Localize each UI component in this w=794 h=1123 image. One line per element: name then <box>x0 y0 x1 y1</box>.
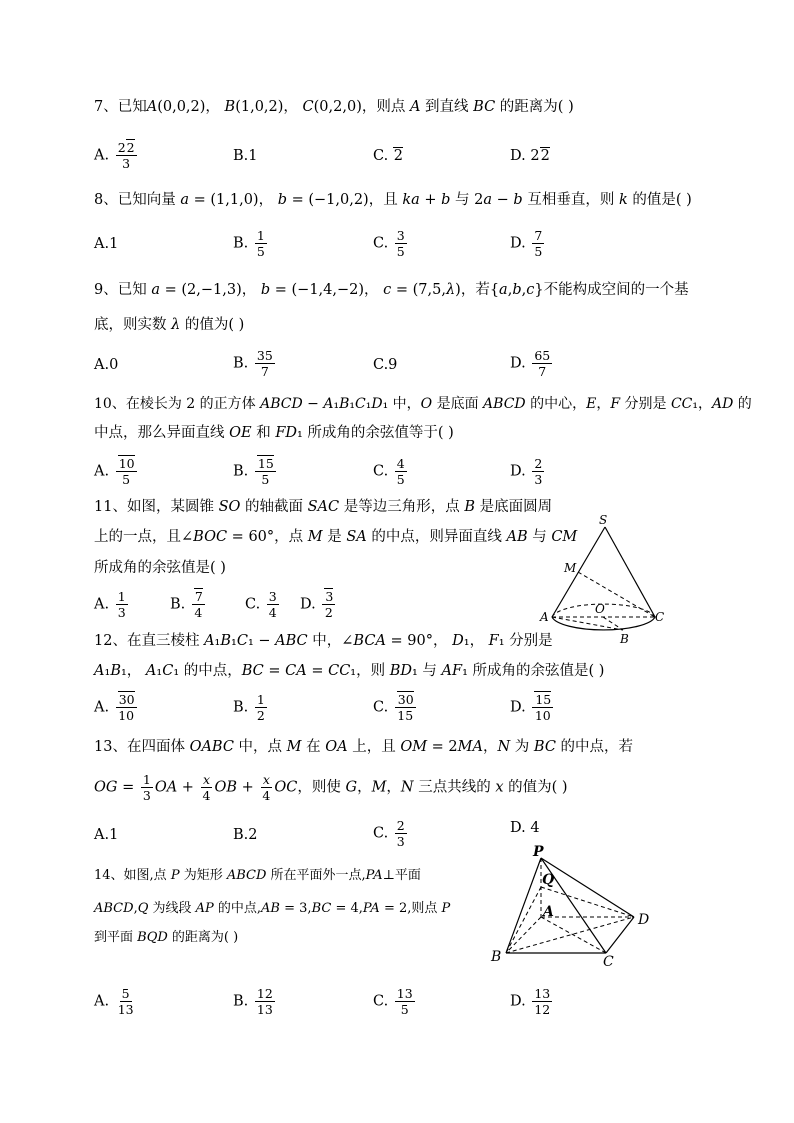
question-12-option-d[interactable]: D. $\frac{15}{10}$ <box>510 692 552 723</box>
pyramid-label-a: A <box>543 904 554 920</box>
pyramid-label-q: Q <box>542 872 555 888</box>
question-10-option-b[interactable]: B. $\frac{15}{5}$ <box>233 456 274 487</box>
question-9-stem: 9、已知 a = (2,−1,3)， b = (−1,4,−2)， c = (7,5,λ)，若{a,b,c}不能构成空间的一个基 <box>94 282 689 298</box>
question-12-option-b[interactable]: B. $\frac{1}{2}$ <box>233 692 265 723</box>
question-11-stem-line2: 上的一点，且∠BOC = 60°，点 M 是 SA 的中点，则异面直线 AB 与 CM <box>94 529 578 545</box>
question-14-option-c[interactable]: C. $\frac{13}{5}$ <box>373 986 413 1017</box>
cone-label-s: S <box>599 513 608 527</box>
question-7-stem: 7、已知A(0,0,2)， B(1,0,2)， C(0,2,0)，则点 A 到直线 BC 的距离为( ) <box>94 99 574 115</box>
question-9-option-b[interactable]: B. $\frac{35}{7}$ <box>233 348 273 379</box>
pyramid-label-c: C <box>603 954 614 970</box>
question-8-option-b[interactable]: B. $\frac{1}{5}$ <box>233 228 265 259</box>
question-11-option-c[interactable]: C. $\frac{3}{4}$ <box>245 589 277 620</box>
question-7-option-b[interactable]: B.1 <box>233 148 258 164</box>
question-14-stem-line2: ABCD,Q 为线段 AP 的中点,AB = 3,BC = 4,PA = 2,则点 P <box>94 901 451 916</box>
question-10-stem: 10、在棱长为 2 的正方体 ABCD − A₁B₁C₁D₁ 中，O 是底面 ABCD 的中心，E，F 分别是 CC₁，AD 的 <box>94 396 752 412</box>
pyramid-label-b: B <box>491 949 502 965</box>
question-13-option-a[interactable]: A.1 <box>94 827 119 843</box>
question-13-option-c[interactable]: C. $\frac{2}{3}$ <box>373 818 405 849</box>
cone-label-m: M <box>564 561 577 575</box>
question-11-option-a[interactable]: A. $\frac{1}{3}$ <box>94 589 126 620</box>
cone-label-a: A <box>540 610 549 624</box>
question-8-option-c[interactable]: C. $\frac{3}{5}$ <box>373 228 405 259</box>
question-9-option-c[interactable]: C.9 <box>373 357 398 373</box>
question-12-stem: 12、在直三棱柱 A₁B₁C₁ − ABC 中，∠BCA = 90°， D₁， F₁ 分别是 <box>94 633 553 649</box>
cone-label-b: B <box>620 632 629 646</box>
question-11-stem: 11、如图，某圆锥 SO 的轴截面 SAC 是等边三角形，点 B 是底面圆周 <box>94 499 553 515</box>
question-13-stem: 13、在四面体 OABC 中，点 M 在 OA 上，且 OM = 2MA，N 为 BC 的中点，若 <box>94 739 634 755</box>
question-11-stem-line3: 所成角的余弦值是( ) <box>94 560 226 576</box>
question-10-option-d[interactable]: D. $\frac{2}{3}$ <box>510 456 543 487</box>
question-7-option-c[interactable]: C. 2 <box>373 148 404 164</box>
question-14-stem-line3: 到平面 BQD 的距离为( ) <box>94 930 239 945</box>
pyramid-figure <box>486 840 661 970</box>
question-7-option-a[interactable]: A. $\frac{22}{3}$ <box>94 140 135 171</box>
question-13-stem-line2: OG = $\frac{1}{3}$ OA + $\frac{x}{4}$ OB + $\frac{x}{4}$ OC，则使 G，M，N 三点共线的 x 的值为( ) <box>94 772 568 803</box>
question-12-stem-line2: A₁B₁， A₁C₁ 的中点，BC = CA = CC₁，则 BD₁ 与 AF₁ 所成角的余弦值是( ) <box>94 663 605 679</box>
question-10-option-c[interactable]: C. $\frac{4}{5}$ <box>373 456 405 487</box>
question-14-option-d[interactable]: D. $\frac{13}{12}$ <box>510 986 551 1017</box>
question-8-option-d[interactable]: D. $\frac{7}{5}$ <box>510 228 543 259</box>
question-13-option-d[interactable]: D. 4 <box>510 820 540 836</box>
pyramid-label-d: D <box>638 912 650 928</box>
question-11-option-d[interactable]: D. $\frac{3}{2}$ <box>300 589 334 620</box>
cone-figure <box>535 512 675 648</box>
question-7-option-d[interactable]: D. 22 <box>510 148 550 164</box>
question-12-option-a[interactable]: A. $\frac{30}{10}$ <box>94 692 135 723</box>
question-9-option-a[interactable]: A.0 <box>94 357 119 373</box>
question-8-stem: 8、已知向量 a = (1,1,0)， b = (−1,0,2)，且 ka + b 与 2a − b 互相垂直，则 k 的值是( ) <box>94 192 692 208</box>
question-10-stem-line2: 中点，那么异面直线 OE 和 FD₁ 所成角的余弦值等于( ) <box>94 425 454 441</box>
cone-label-c: C <box>655 610 665 624</box>
question-8-option-a[interactable]: A.1 <box>94 236 119 252</box>
question-9-stem-line2: 底，则实数 λ 的值为( ) <box>94 317 245 333</box>
question-9-option-d[interactable]: D. $\frac{65}{7}$ <box>510 348 551 379</box>
question-14-option-b[interactable]: B. $\frac{12}{13}$ <box>233 986 273 1017</box>
question-10-option-a[interactable]: A. $\frac{10}{5}$ <box>94 456 135 487</box>
pyramid-label-p: P <box>533 844 544 860</box>
cone-label-o: O <box>595 602 605 616</box>
question-14-option-a[interactable]: A. $\frac{5}{13}$ <box>94 986 134 1017</box>
question-13-option-b[interactable]: B.2 <box>233 827 258 843</box>
question-14-stem: 14、如图,点 P 为矩形 ABCD 所在平面外一点,PA⊥平面 <box>94 868 421 883</box>
question-11-option-b[interactable]: B. $\frac{7}{4}$ <box>170 589 203 620</box>
question-12-option-c[interactable]: C. $\frac{30}{15}$ <box>373 692 414 723</box>
